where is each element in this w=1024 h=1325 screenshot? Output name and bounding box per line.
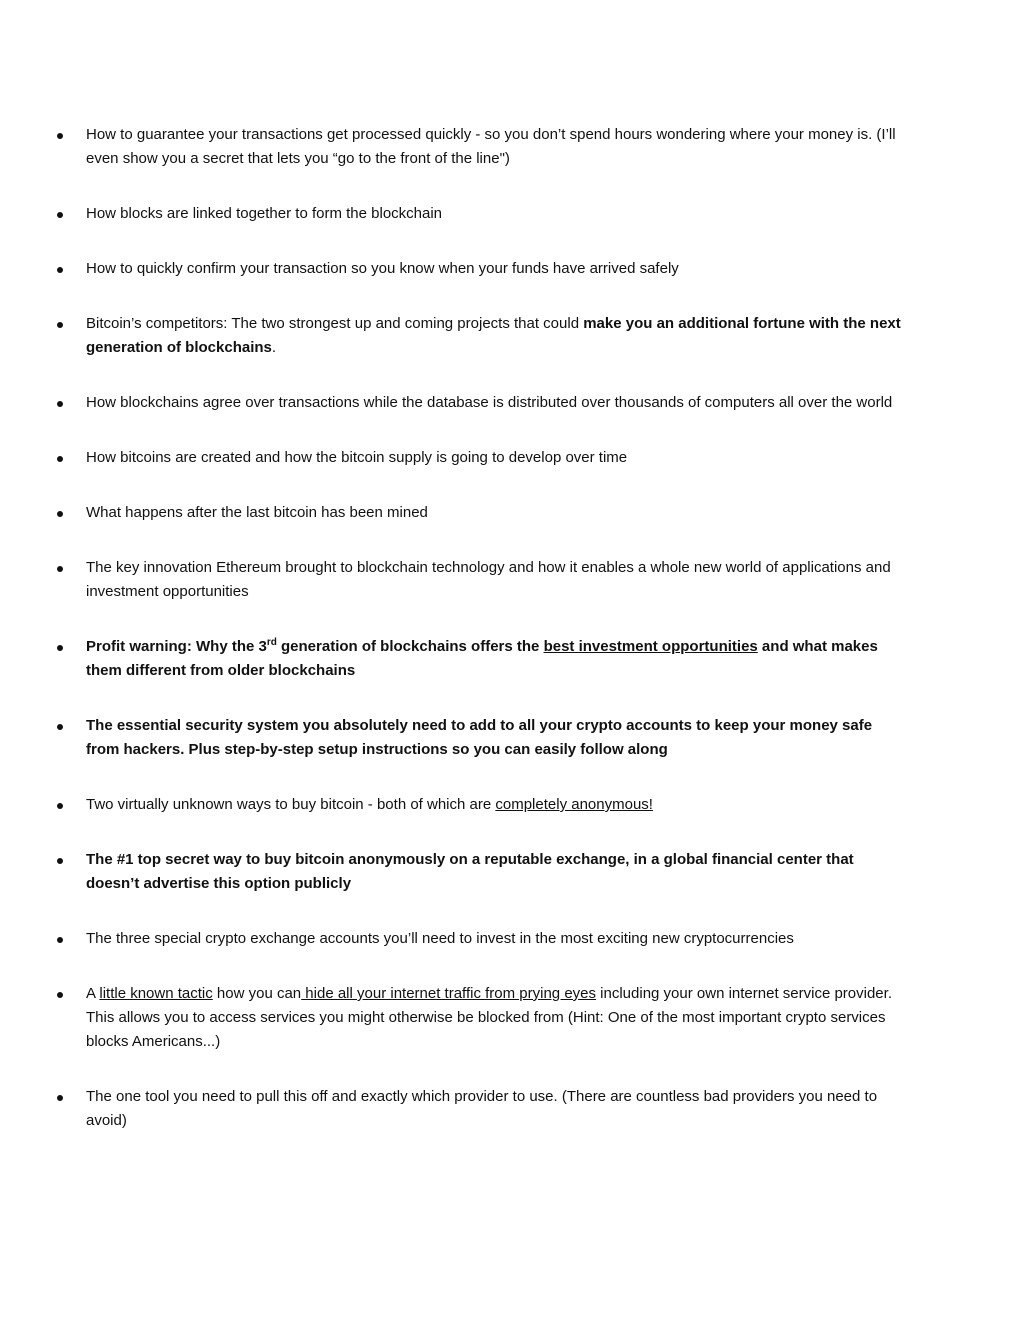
item-text-bold: make you an additional fortune with the next generation of blockchains: [86, 315, 901, 356]
bullet-icon: [57, 724, 63, 730]
item-text: The three special crypto exchange accounts you’ll need to invest in the most exciting new cryptocurrencies: [86, 930, 794, 947]
list-item: [0, 556, 1024, 604]
item-text: how you can: [212, 985, 302, 1002]
bullet-icon: [57, 937, 63, 943]
item-text-bold: Profit warning: Why the 3: [86, 638, 267, 655]
item-text: Two virtually unknown ways to buy bitcoin - both of which are: [86, 796, 496, 813]
list-item: [0, 1085, 1024, 1133]
list-item: [0, 391, 1024, 415]
bullet-icon: [57, 992, 63, 998]
bullet-icon: [57, 858, 63, 864]
underlined-text: little known tactic: [99, 985, 213, 1002]
item-text: .: [271, 339, 277, 356]
list-item: [0, 927, 1024, 951]
item-text-bold: and what makes them different from older blockchains: [86, 638, 878, 679]
list-item: [0, 714, 1024, 762]
item-text: The one tool you need to pull this off and exactly which provider to use. (There are countless bad providers you need to avoid): [86, 1088, 878, 1129]
item-text: Bitcoin’s competitors: The two strongest up and coming projects that could: [86, 315, 584, 332]
list-item: [0, 635, 1024, 683]
item-text: including your own internet service provider. This allows you to access services you might otherwise be blocked from (Hint: One of the most important crypto services blocks Americans...): [86, 985, 892, 1050]
bullet-icon: [57, 1095, 63, 1101]
bullet-icon: [57, 401, 63, 407]
underlined-text: completely anonymous!: [495, 796, 653, 813]
item-text: A: [86, 985, 100, 1002]
item-text: How blockchains agree over transactions while the database is distributed over thousands of computers all over the world: [86, 394, 893, 411]
underlined-text: best investment opportunities: [543, 638, 758, 655]
list-item: [0, 257, 1024, 281]
bullet-icon: [57, 511, 63, 517]
bullet-icon: [57, 267, 63, 273]
list-item: [0, 202, 1024, 226]
bullet-icon: [57, 645, 63, 651]
list-item: [0, 501, 1024, 525]
item-text: How to quickly confirm your transaction so you know when your funds have arrived safely: [86, 260, 679, 277]
bullet-icon: [57, 803, 63, 809]
bullet-icon: [57, 456, 63, 462]
item-text-bold: The essential security system you absolutely need to add to all your crypto accounts to keep your money safe from hackers. Plus step-by-step setup instructions so you can easily follow along: [86, 717, 873, 758]
item-text: The key innovation Ethereum brought to blockchain technology and how it enables a whole new world of applications and investment opportunities: [86, 559, 891, 600]
underlined-text: hide all your internet traffic from prying eyes: [301, 985, 596, 1002]
bullet-icon: [57, 133, 63, 139]
list-item: [0, 446, 1024, 470]
list-item: [0, 793, 1024, 817]
list-item: [0, 848, 1024, 896]
bullet-icon: [57, 322, 63, 328]
ordinal-superscript: rd: [266, 637, 277, 648]
item-text: What happens after the last bitcoin has been mined: [86, 504, 428, 521]
list-item: [0, 312, 1024, 360]
list-item: [0, 982, 1024, 1054]
bullet-list: [0, 123, 1024, 1164]
item-text-bold: The #1 top secret way to buy bitcoin anonymously on a reputable exchange, in a global financial center that doesn’t advertise this option publicly: [86, 851, 854, 892]
item-text: How blocks are linked together to form the blockchain: [86, 205, 443, 222]
list-item: [0, 123, 1024, 171]
bullet-icon: [57, 212, 63, 218]
item-text-bold: generation of blockchains offers the: [276, 638, 544, 655]
item-text: How bitcoins are created and how the bitcoin supply is going to develop over time: [86, 449, 628, 466]
bullet-icon: [57, 566, 63, 572]
item-text: How to guarantee your transactions get processed quickly - so you don’t spend hours wondering where your money is. (I’ll even show you a secret that lets you “go to the front of the line"): [86, 126, 896, 167]
